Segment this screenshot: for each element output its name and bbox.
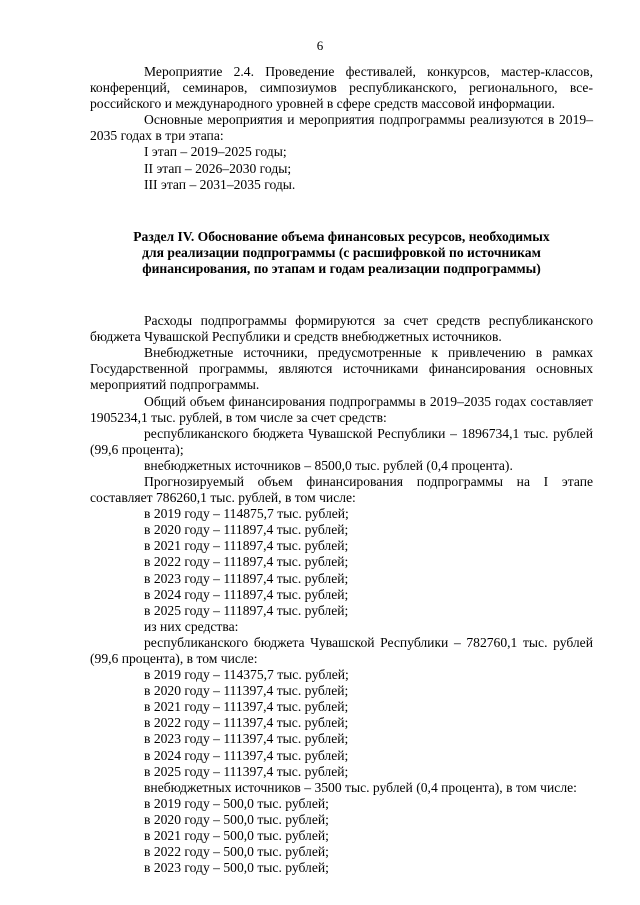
section-heading-line: Раздел IV. Обоснование объема финансовых ресурсов, необходимых	[133, 228, 550, 244]
extrabudgetary-sources-paragraph: Внебюджетные источники, предусмотренные к привлечению в рамках Государственной программы, являются источниками финансирования основных мероприятий подпрограммы.	[90, 345, 593, 393]
year-amount-item: в 2020 году – 111397,4 тыс. рублей;	[144, 683, 349, 699]
year-amount-item: в 2021 году – 111897,4 тыс. рублей;	[144, 538, 349, 554]
year-amount-item: в 2020 году – 111897,4 тыс. рублей;	[144, 522, 349, 538]
year-amount-item: в 2025 году – 111897,4 тыс. рублей;	[144, 602, 349, 618]
year-amount-item: в 2023 году – 500,0 тыс. рублей;	[144, 860, 329, 876]
stage1-forecast-paragraph: Прогнозируемый объем финансирования подпрограммы на I этапе составляет 786260,1 тыс. рублей, в том числе:	[90, 473, 593, 506]
year-amount-item: в 2021 году – 111397,4 тыс. рублей;	[144, 699, 349, 715]
section-heading-line: финансирования, по этапам и годам реализации подпрограммы)	[142, 260, 541, 276]
expenses-paragraph: Расходы подпрограммы формируются за счет средств республиканского бюджета Чувашской Республики и средств внебюджетных источников.	[90, 313, 593, 345]
of-which-label: из них средства:	[144, 618, 239, 634]
section-heading	[98, 229, 585, 277]
year-amount-item: в 2023 году – 111897,4 тыс. рублей;	[144, 570, 349, 586]
year-amount-item: в 2021 году – 500,0 тыс. рублей;	[144, 828, 329, 844]
section-heading-line: для реализации подпрограммы (с расшифровкой по источникам	[142, 244, 541, 260]
year-amount-item: в 2024 году – 111397,4 тыс. рублей;	[144, 747, 349, 763]
year-amount-item: в 2025 году – 111397,4 тыс. рублей;	[144, 763, 349, 779]
republican-budget-paragraph: республиканского бюджета Чувашской Республики – 782760,1 тыс. рублей (99,6 процента), в том числе:	[90, 634, 593, 666]
year-amount-item: в 2022 году – 111897,4 тыс. рублей;	[144, 554, 349, 570]
extrabudgetary-paragraph: внебюджетных источников – 3500 тыс. рублей (0,4 процента), в том числе:	[144, 779, 577, 795]
year-amount-item: в 2024 году – 111897,4 тыс. рублей;	[144, 586, 349, 602]
republican-total-paragraph: республиканского бюджета Чувашской Республики – 1896734,1 тыс. рублей (99,6 процента);	[90, 425, 593, 457]
stages-intro-paragraph: Основные мероприятия и мероприятия подпрограммы реализуются в 2019–2035 годах в три этапа:	[90, 112, 593, 144]
total-financing-paragraph: Общий объем финансирования подпрограммы в 2019–2035 годах составляет 1905234,1 тыс. рублей, в том числе за счет средств:	[90, 393, 593, 425]
stage-item: I этап – 2019–2025 годы;	[144, 144, 287, 160]
stage-item: III этап – 2031–2035 годы.	[144, 176, 296, 192]
event-2-4-paragraph: Мероприятие 2.4. Проведение фестивалей, конкурсов, мастер-классов, конференций, семинаров, симпозиумов республиканского, регионального, все-российского и международного уровней в сфере средств массовой информации.	[90, 64, 593, 112]
year-amount-item: в 2020 году – 500,0 тыс. рублей;	[144, 811, 329, 827]
year-amount-item: в 2022 году – 111397,4 тыс. рублей;	[144, 715, 349, 731]
page-number: 6	[316, 38, 324, 53]
year-amount-item: в 2022 году – 500,0 тыс. рублей;	[144, 844, 329, 860]
year-amount-item: в 2023 году – 111397,4 тыс. рублей;	[144, 731, 349, 747]
stage-item: II этап – 2026–2030 годы;	[144, 160, 292, 176]
year-amount-item: в 2019 году – 114875,7 тыс. рублей;	[144, 506, 349, 522]
document-body	[90, 64, 593, 876]
year-amount-item: в 2019 году – 114375,7 тыс. рублей;	[144, 667, 349, 683]
extrabudgetary-total-paragraph: внебюджетных источников – 8500,0 тыс. рублей (0,4 процента).	[144, 457, 513, 473]
year-amount-item: в 2019 году – 500,0 тыс. рублей;	[144, 795, 329, 811]
